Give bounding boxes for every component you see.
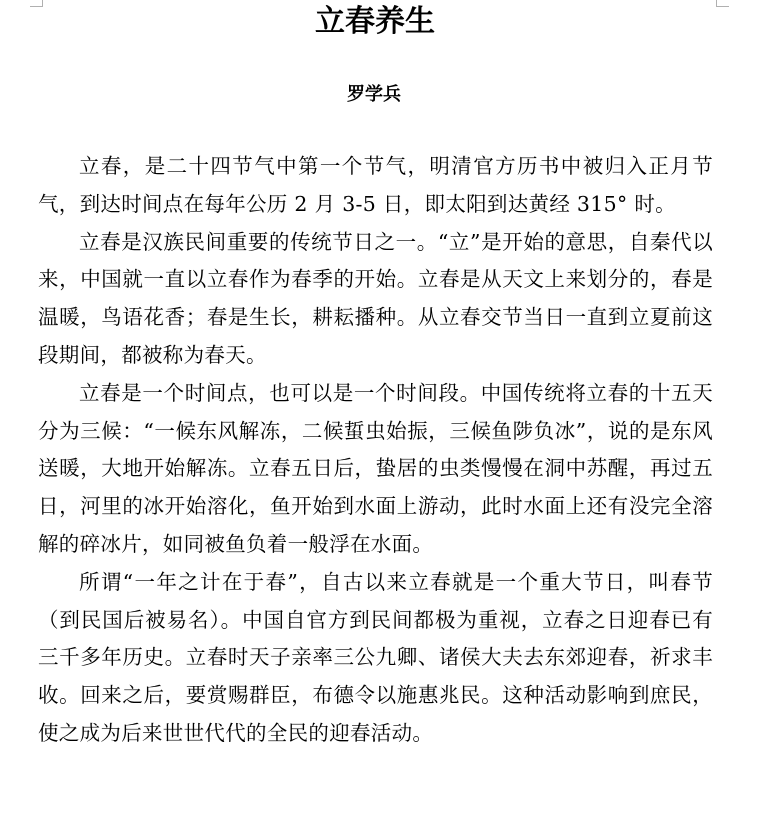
paragraph-2: 立春是汉族民间重要的传统节日之一。“立”是开始的意思，自秦代以来，中国就一直以立春作为春季的开始。立春是从天文上来划分的，春是温暖，鸟语花香；春是生长，耕耘播种。从立春交节当日一直到立夏前这段期间，都被称为春天。 [38,229,713,367]
paragraph-3: 立春是一个时间点，也可以是一个时间段。中国传统将立春的十五天分为三候：“一候东风解冻，二候蜇虫始振，三候鱼陟负冰”，说的是东风送暖，大地开始解冻。立春五日后，蛰居的虫类慢慢在洞中苏醒，再过五日，河里的冰开始溶化，鱼开始到水面上游动，此时水面上还有没完全溶解的碎冰片，如同被鱼负着一般浮在水面。 [38,380,713,556]
paragraph-4: 所谓“一年之计在于春”，自古以来立春就是一个重大节日，叫春节（到民国后被易名）。中国自官方到民间都极为重视，立春之日迎春已有三千多年历史。立春时天子亲率三公九卿、诸侯大夫去东郊迎春，祈求丰收。回来之后，要赏赐群臣，布德令以施惠兆民。这种活动影响到庶民，使之成为后来世世代代的全民的迎春活动。 [38,569,713,745]
document-author: 罗学兵 [347,84,401,105]
paragraph-1: 立春，是二十四节气中第一个节气，明清官方历书中被归入正月节气，到达时间点在每年公历 2 月 3-5 日，即太阳到达黄经 315° 时。 [38,154,713,216]
document-title: 立春养生 [315,4,435,39]
document-body [38,148,713,753]
